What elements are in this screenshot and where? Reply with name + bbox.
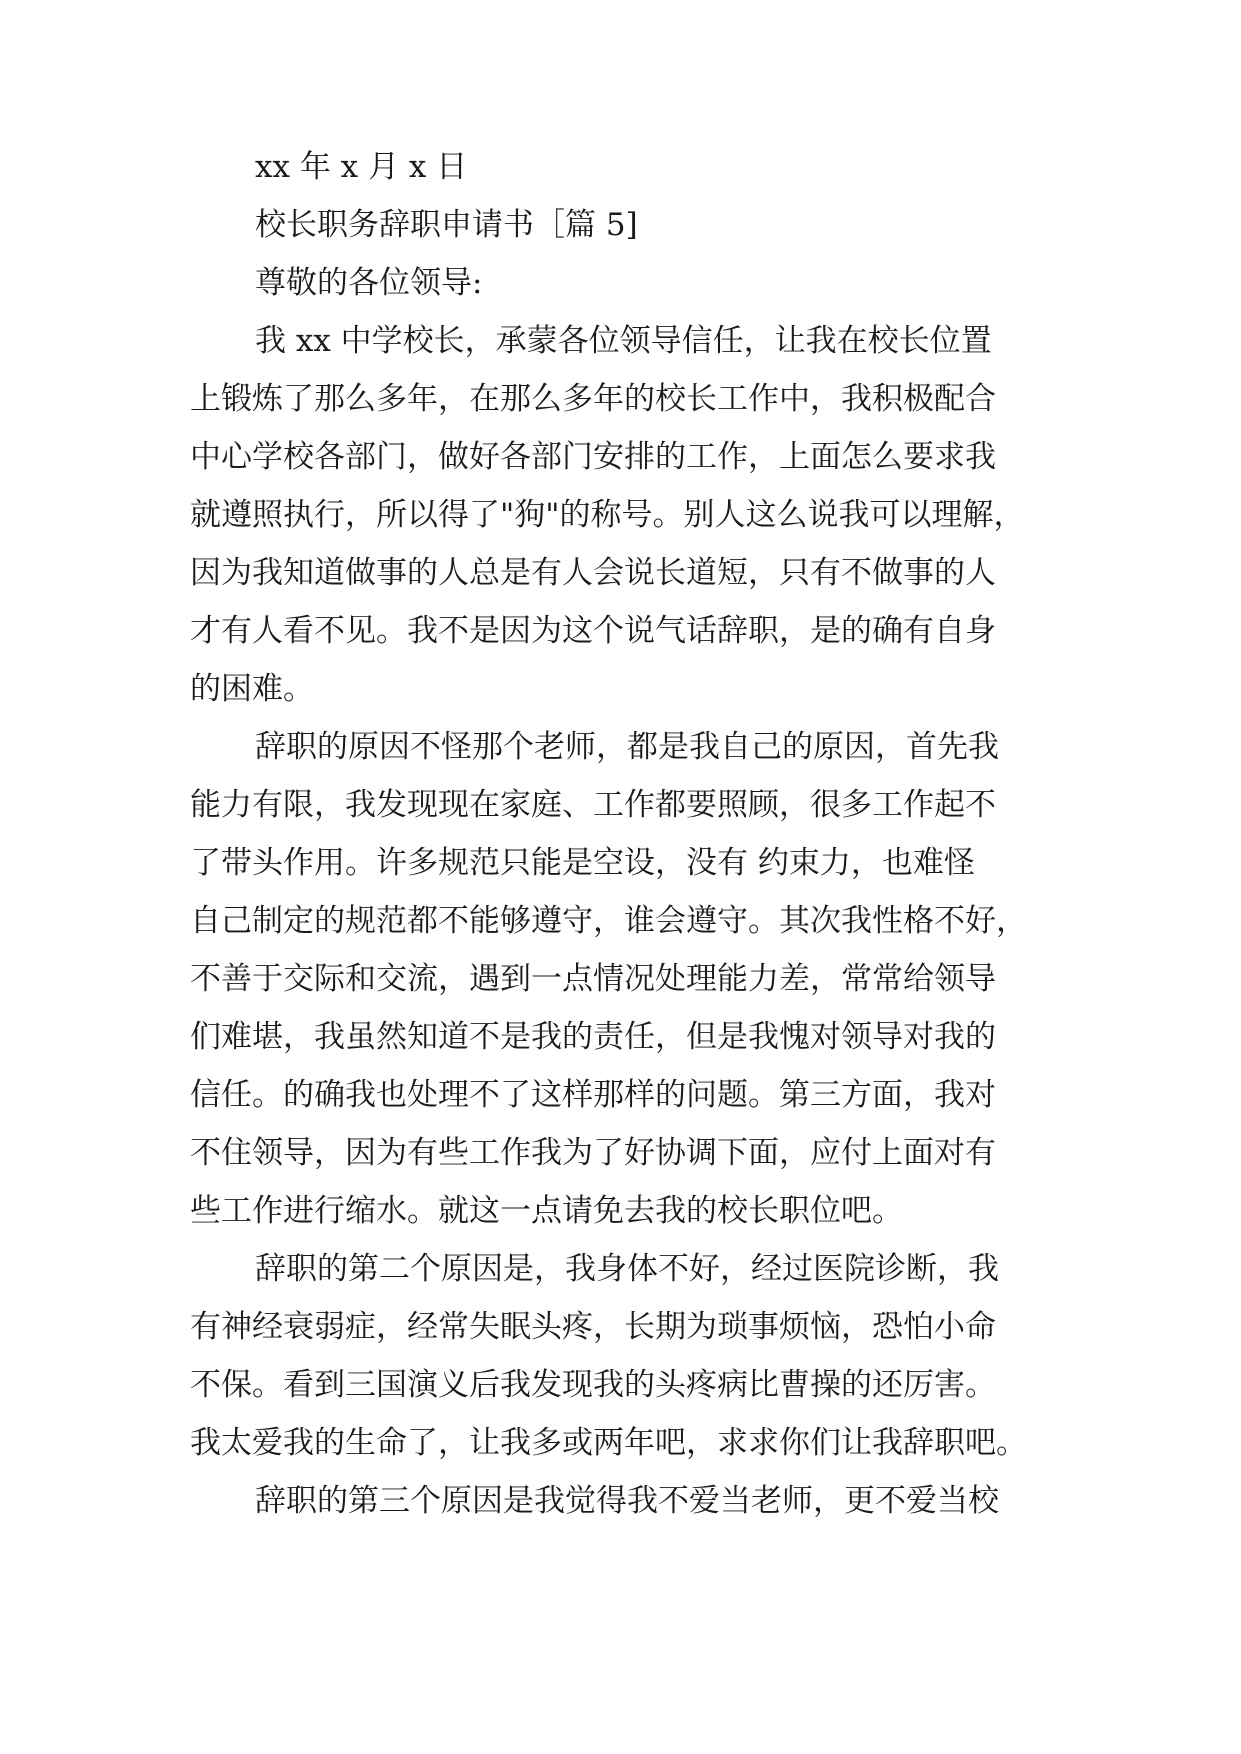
paragraph-line: 有神经衰弱症，经常失眠头疼，长期为琐事烦恼，恐怕小命 (190, 1309, 996, 1345)
salutation: 尊敬的各位领导: (255, 265, 483, 301)
paragraph-line: 不保。看到三国演义后我发现我的头疼病比曹操的还厉害。 (190, 1367, 996, 1403)
paragraph-line: 不善于交际和交流，遇到一点情况处理能力差，常常给领导 (190, 961, 996, 997)
paragraph-line: 不住领导，因为有些工作我为了好协调下面，应付上面对有 (190, 1135, 996, 1171)
paragraph-line: 辞职的第二个原因是，我身体不好，经过医院诊断，我 (255, 1251, 999, 1287)
document-title: 校长职务辞职申请书［篇 5] (255, 207, 638, 243)
paragraph-line: 辞职的第三个原因是我觉得我不爱当老师，更不爱当校 (255, 1483, 999, 1519)
paragraph-line: 自己制定的规范都不能够遵守，谁会遵守。其次我性格不好， (190, 903, 1027, 939)
paragraph-line: 我太爱我的生命了，让我多或两年吧，求求你们让我辞职吧。 (190, 1425, 1027, 1461)
paragraph-line: 就遵照执行，所以得了"狗"的称号。别人这么说我可以理解， (190, 497, 1025, 533)
paragraph-line: 辞职的原因不怪那个老师，都是我自己的原因，首先我 (255, 729, 999, 765)
paragraph-line: 了带头作用。许多规范只能是空设，没有 约束力，也难怪 (190, 845, 975, 881)
paragraph-line: 些工作进行缩水。就这一点请免去我的校长职位吧。 (190, 1193, 903, 1229)
paragraph-line: 们难堪，我虽然知道不是我的责任，但是我愧对领导对我的 (190, 1019, 996, 1055)
paragraph-line: 信任。的确我也处理不了这样那样的问题。第三方面，我对 (190, 1077, 996, 1113)
paragraph-line: 上锻炼了那么多年，在那么多年的校长工作中，我积极配合 (190, 381, 996, 417)
date-line: xx 年 x 月 x 日 (255, 149, 468, 185)
paragraph-line: 的困难。 (190, 671, 314, 707)
paragraph-line: 能力有限，我发现现在家庭、工作都要照顾，很多工作起不 (190, 787, 996, 823)
paragraph-line: 中心学校各部门，做好各部门安排的工作，上面怎么要求我 (190, 439, 996, 475)
paragraph-line: 才有人看不见。我不是因为这个说气话辞职，是的确有自身 (190, 613, 996, 649)
paragraph-line: 我 xx 中学校长，承蒙各位领导信任，让我在校长位置 (255, 323, 992, 359)
paragraph-line: 因为我知道做事的人总是有人会说长道短，只有不做事的人 (190, 555, 996, 591)
